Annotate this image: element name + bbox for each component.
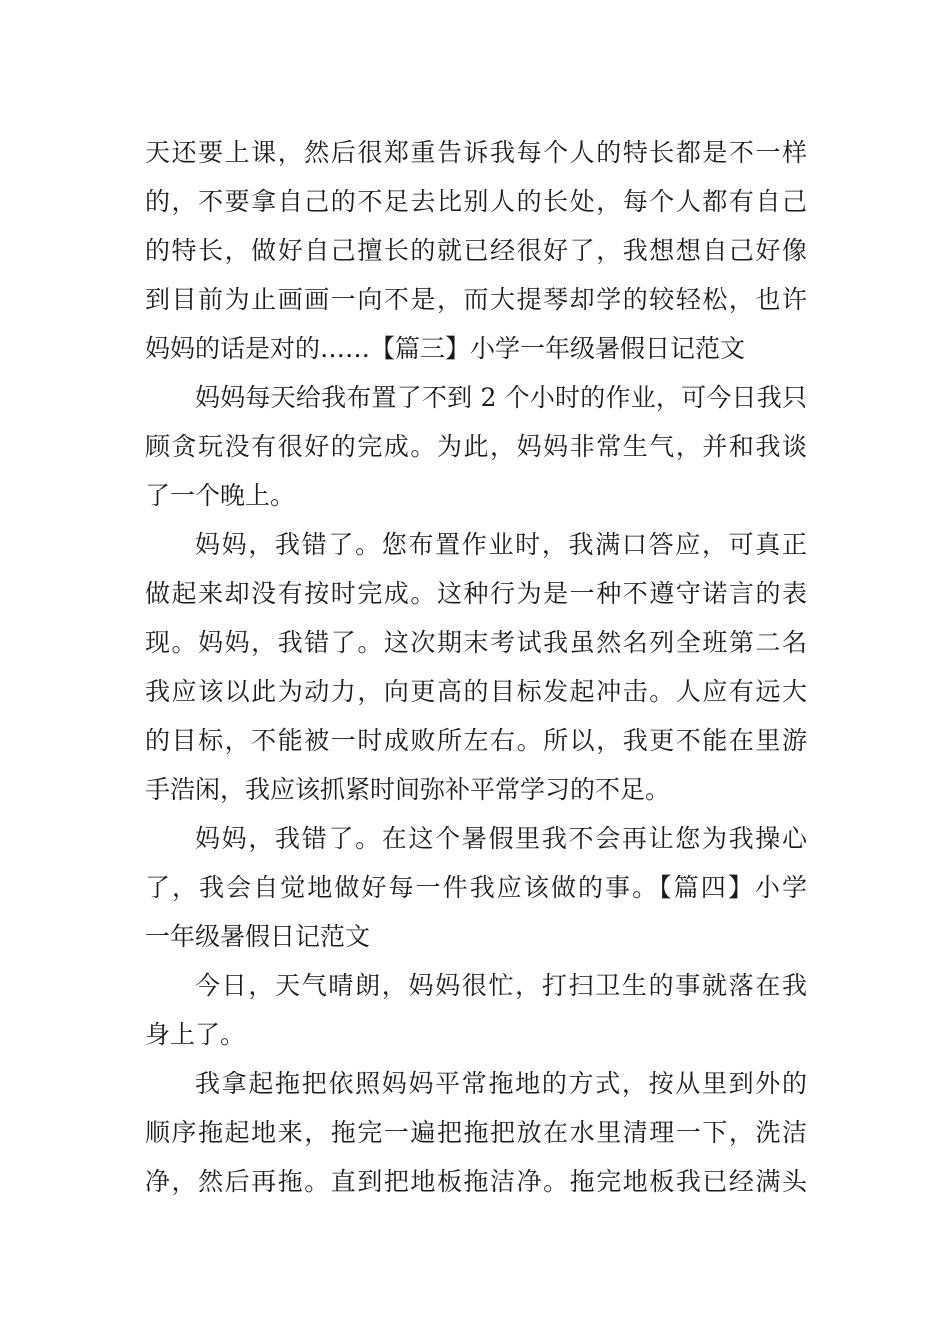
text-line: 一年级暑假日记范文 [145,922,371,951]
text-line: 天还要上课，然后很郑重告诉我每个人的特长都是不一样 [145,138,807,167]
text-line: 净，然后再拖。直到把地板拖洁净。拖完地板我已经满头 [145,1167,807,1196]
text-line: 妈妈，我错了。在这个暑假里我不会再让您为我操心 [195,824,807,853]
text-line: 我应该以此为动力，向更高的目标发起冲击。人应有远大 [145,677,807,706]
text-line: 了一个晚上。 [145,481,296,510]
text-line: 我拿起拖把依照妈妈平常拖地的方式，按从里到外的 [195,1069,807,1098]
text-line: 顾贪玩没有很好的完成。为此，妈妈非常生气，并和我谈 [145,432,807,461]
text-line: 的特长，做好自己擅长的就已经很好了，我想想自己好像 [145,236,807,265]
text-line: 顺序拖起地来，拖完一遍把拖把放在水里清理一下，洗洁 [145,1118,807,1147]
document-body [145,128,807,1206]
text-line: 到目前为止画画一向不是，而大提琴却学的较轻松，也许 [145,285,807,314]
text-line: 身上了。 [145,1020,246,1049]
text-line: 的目标，不能被一时成败所左右。所以，我更不能在里游 [145,726,807,755]
text-line: 妈妈每天给我布置了不到 2 个小时的作业，可今日我只 [195,383,807,412]
text-line: 手浩闲，我应该抓紧时间弥补平常学习的不足。 [145,775,671,804]
text-line: 了，我会自觉地做好每一件我应该做的事。【篇四】小学 [145,873,807,902]
text-line: 今日，天气晴朗，妈妈很忙，打扫卫生的事就落在我 [195,971,807,1000]
text-line: 现。妈妈，我错了。这次期末考试我虽然名列全班第二名 [145,628,807,657]
text-line: 的，不要拿自己的不足去比别人的长处，每个人都有自己 [145,187,807,216]
text-line: 妈妈的话是对的……【篇三】小学一年级暑假日记范文 [145,334,746,363]
text-line: 做起来却没有按时完成。这种行为是一种不遵守诺言的表 [145,579,807,608]
text-line: 妈妈，我错了。您布置作业时，我满口答应，可真正 [195,530,807,559]
